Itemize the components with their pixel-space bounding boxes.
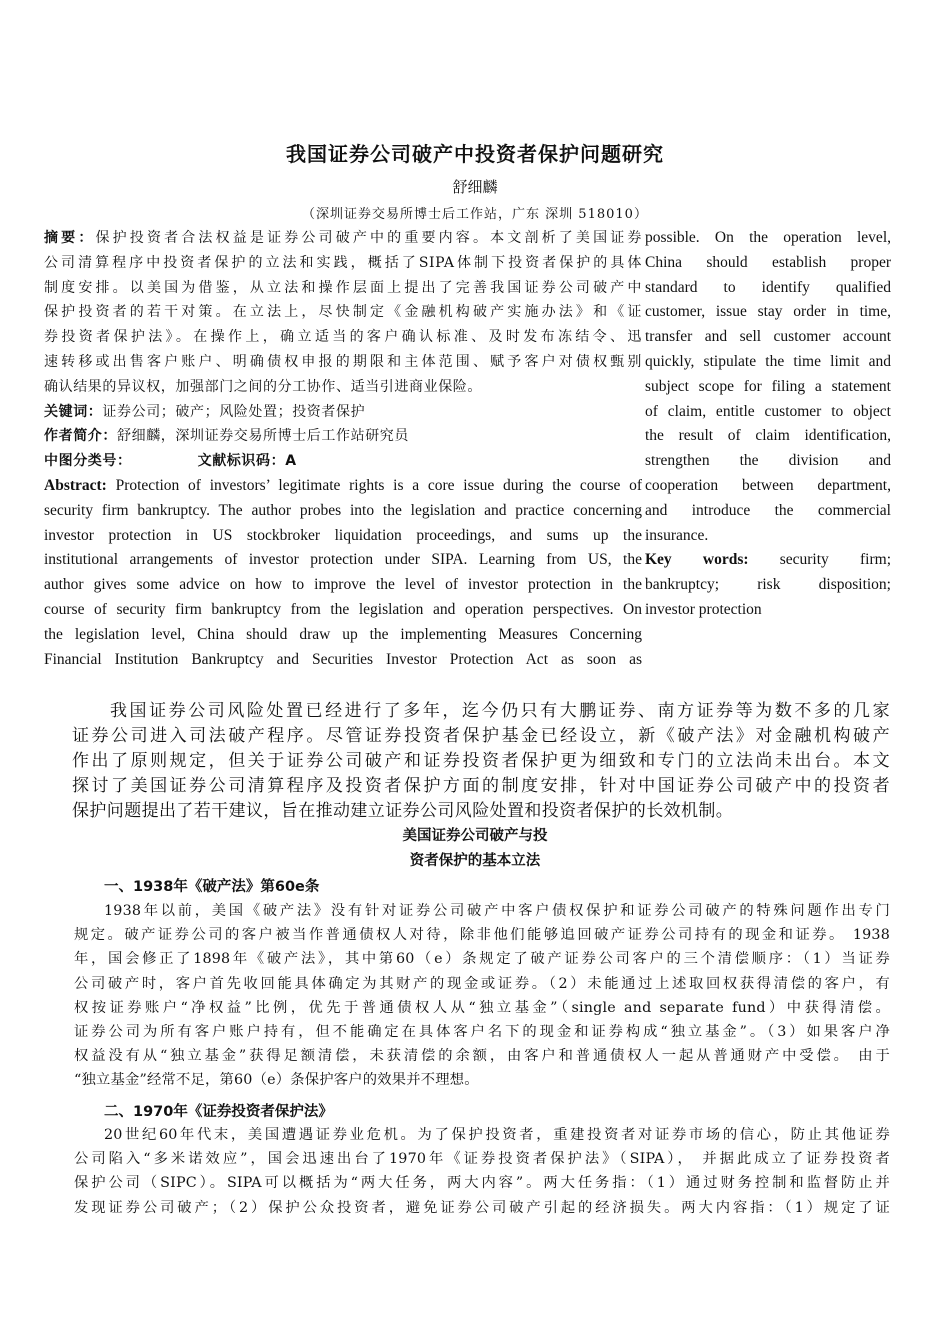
intro-line: 探讨了美国证券公司清算程序及投资者保护方面的制度安排，针对中国证券公司破产中的投资者 — [72, 776, 890, 796]
keywords-cn-value: 证券公司；破产；风险处置；投资者保护 — [102, 403, 366, 420]
doc-code-value: A — [285, 453, 297, 470]
subsection-heading-2: 二、1970年《证券投资者保护法》 — [104, 1104, 333, 1120]
abstract-en-line: transfer and sell customer account — [645, 328, 891, 346]
keywords-en-line: Key words: security firm; — [645, 551, 891, 569]
body-line: 公司破产时，客户首先收回能具体确定为其财产的现金或证券。（2）未能通过上述取回权获得清偿的客户，有 — [74, 975, 890, 992]
abstract-cn-line: 制度安排。以美国为借鉴，从立法和操作层面上提出了完善我国证券公司破产中 — [44, 279, 642, 296]
body-line: 权按证券账户“净权益”比例，优先于普通债权人从“独立基金”（single and separate fund）中获得清偿。 — [74, 999, 890, 1016]
abstract-en-line: subject scope for filing a statement — [645, 377, 891, 395]
abstract-en-line: quickly, stipulate the time limit and — [645, 352, 891, 370]
abstract-cn-line: 保护投资者的若干对策。在立法上，尽快制定《金融机构破产实施办法》和《证 — [44, 304, 642, 321]
author-bio — [44, 424, 642, 449]
abstract-en-line: Financial Institution Bankruptcy and Securities Investor Protection Act as soon as — [44, 650, 642, 668]
body-line: 年，国会修正了1898年《破产法》，其中第60（e）条规定了破产证券公司客户的三个清偿顺序：（1）当证券 — [74, 951, 890, 968]
abstract-cn-line: 券投资者保护法》。在操作上，确立适当的客户确认标准、及时发布冻结令、迅 — [44, 329, 642, 346]
abstract-en-line: Abstract: Protection of investors’ legitimate rights is a core issue during the course of — [44, 476, 642, 494]
section-paragraph-2 — [74, 1123, 890, 1220]
keywords-en-line: bankruptcy; risk disposition; — [645, 576, 891, 594]
abstract-en-line: insurance. — [645, 526, 709, 544]
body-line: 20世纪60年代末，美国遭遇证券业危机。为了保护投资者，重建投资者对证券市场的信心，防止其他证券 — [104, 1127, 890, 1143]
abstract-cn-label: 摘要： — [44, 230, 96, 246]
abstract-en-line: cooperation between department, — [645, 476, 891, 494]
intro-line: 保护问题提出了若干建议，旨在推动建立证券公司风险处置和投资者保护的长效机制。 — [72, 801, 734, 821]
body-line: 发现证券公司破产；（2）保护公众投资者，避免证券公司破产引起的经济损失。两大内容指：（1）规定了证 — [74, 1199, 890, 1216]
body-line: 保护公司（SIPC）。SIPA可以概括为“两大任务，两大内容”。两大任务指：（1）通过财务控制和监督防止并 — [74, 1175, 890, 1192]
abstract-en-line: the result of claim identification, — [645, 427, 891, 445]
abstract-en-line: strengthen the division and — [645, 452, 891, 470]
section-title-line-2: 资者保护的基本立法 — [409, 853, 541, 869]
clc-label: 中图分类号： — [44, 453, 132, 470]
keywords-cn — [44, 400, 642, 425]
intro-line: 证券公司进入司法破产程序。尽管证券投资者保护基金已经设立，新《破产法》对金融机构破产 — [72, 726, 890, 746]
subsection-heading-1: 一、1938年《破产法》第60e条 — [104, 879, 320, 895]
author-affiliation: （深圳证券交易所博士后工作站，广东 深圳 518010） — [302, 207, 648, 222]
body-line: 公司陷入“多米诺效应”，国会迅速出台了1970年《证券投资者保护法》（SIPA）， 并据此成立了证券投资者 — [74, 1151, 890, 1168]
keywords-en-label: Key words: — [645, 551, 749, 569]
abstract-cn-line: 速转移或出售客户账户、明确债权申报的期限和主体范围、赋予客户对债权甄别 — [44, 353, 642, 370]
front-matter-left-column — [44, 226, 642, 672]
abstract-cn-line: 摘要：保护投资者合法权益是证券公司破产中的重要内容。本文剖析了美国证券 — [44, 230, 642, 246]
body-line: 权益没有从“独立基金”获得足额清偿，未获清偿的余额，由客户和普通债权人一起从普通财产中受偿。 由于 — [74, 1048, 890, 1065]
classification-line — [44, 449, 642, 474]
author-bio-value: 舒细麟，深圳证券交易所博士后工作站研究员 — [117, 428, 409, 445]
body-line: 1938年以前，美国《破产法》没有针对证券公司破产中客户债权保护和证券公司破产的特殊问题作出专门 — [104, 903, 890, 919]
abstract-en-line: author gives some advice on how to improve the level of investor protection in the — [44, 576, 642, 594]
abstract-en-label: Abstract: — [44, 476, 107, 494]
keywords-en-line: investor protection — [645, 600, 762, 618]
abstract-en-line: customer, issue stay order in time, — [645, 303, 891, 321]
abstract-cn-line: 公司清算程序中投资者保护的立法和实践，概括了SIPA体制下投资者保护的具体 — [44, 254, 642, 271]
abstract-cn-line: 确认结果的异议权，加强部门之间的分工协作、适当引进商业保险。 — [44, 378, 482, 395]
body-line: “独立基金”经常不足，第60（e）条保护客户的效果并不理想。 — [74, 1072, 479, 1089]
abstract-en-line: the legislation level, China should draw up the implementing Measures Concerning — [44, 625, 642, 643]
paper-title: 我国证券公司破产中投资者保护问题研究 — [286, 142, 664, 166]
intro-line: 我国证券公司风险处置已经进行了多年，迄今仍只有大鹏证券、南方证券等为数不多的几家 — [110, 701, 890, 721]
doc-code-label: 文献标识码： — [197, 453, 286, 470]
abstract-en-line: security firm bankruptcy. The author probes into the legislation and practice concerning — [44, 501, 642, 519]
body-line: 证券公司为所有客户账户持有，但不能确定在具体客户名下的现金和证券构成“独立基金”。（3）如果客户净 — [74, 1023, 890, 1040]
front-matter-right-column — [645, 226, 891, 623]
author-bio-label: 作者简介： — [44, 428, 117, 445]
section-paragraph-1 — [74, 899, 890, 1093]
abstract-en-line: of claim, entitle customer to object — [645, 402, 891, 420]
abstract-en-line: course of security firm bankruptcy from the legislation and operation perspectives. On — [44, 600, 642, 618]
abstract-en-line: and introduce the commercial — [645, 501, 891, 519]
body-line: 规定。破产证券公司的客户被当作普通债权人对待，除非他们能够追回破产证券公司持有的现金和证券。 1938 — [74, 927, 890, 944]
abstract-en-line: investor protection in US stockbroker liquidation proceedings, and sums up the — [44, 526, 642, 544]
keywords-cn-label: 关键词： — [44, 403, 103, 420]
author-name: 舒细麟 — [452, 178, 498, 196]
intro-line: 作出了原则规定，但关于证券公司破产和证券投资者保护更为细致和专门的立法尚未出台。本文 — [72, 751, 890, 771]
abstract-en-line: institutional arrangements of investor protection under SIPA. Learning from US, the — [44, 551, 642, 569]
abstract-en-line: possible. On the operation level, — [645, 229, 891, 246]
abstract-en-line: China should establish proper — [645, 253, 891, 271]
section-title-line-1: 美国证券公司破产与投 — [402, 828, 548, 844]
abstract-en-line: standard to identify qualified — [645, 278, 891, 296]
introduction-paragraph — [72, 699, 890, 824]
